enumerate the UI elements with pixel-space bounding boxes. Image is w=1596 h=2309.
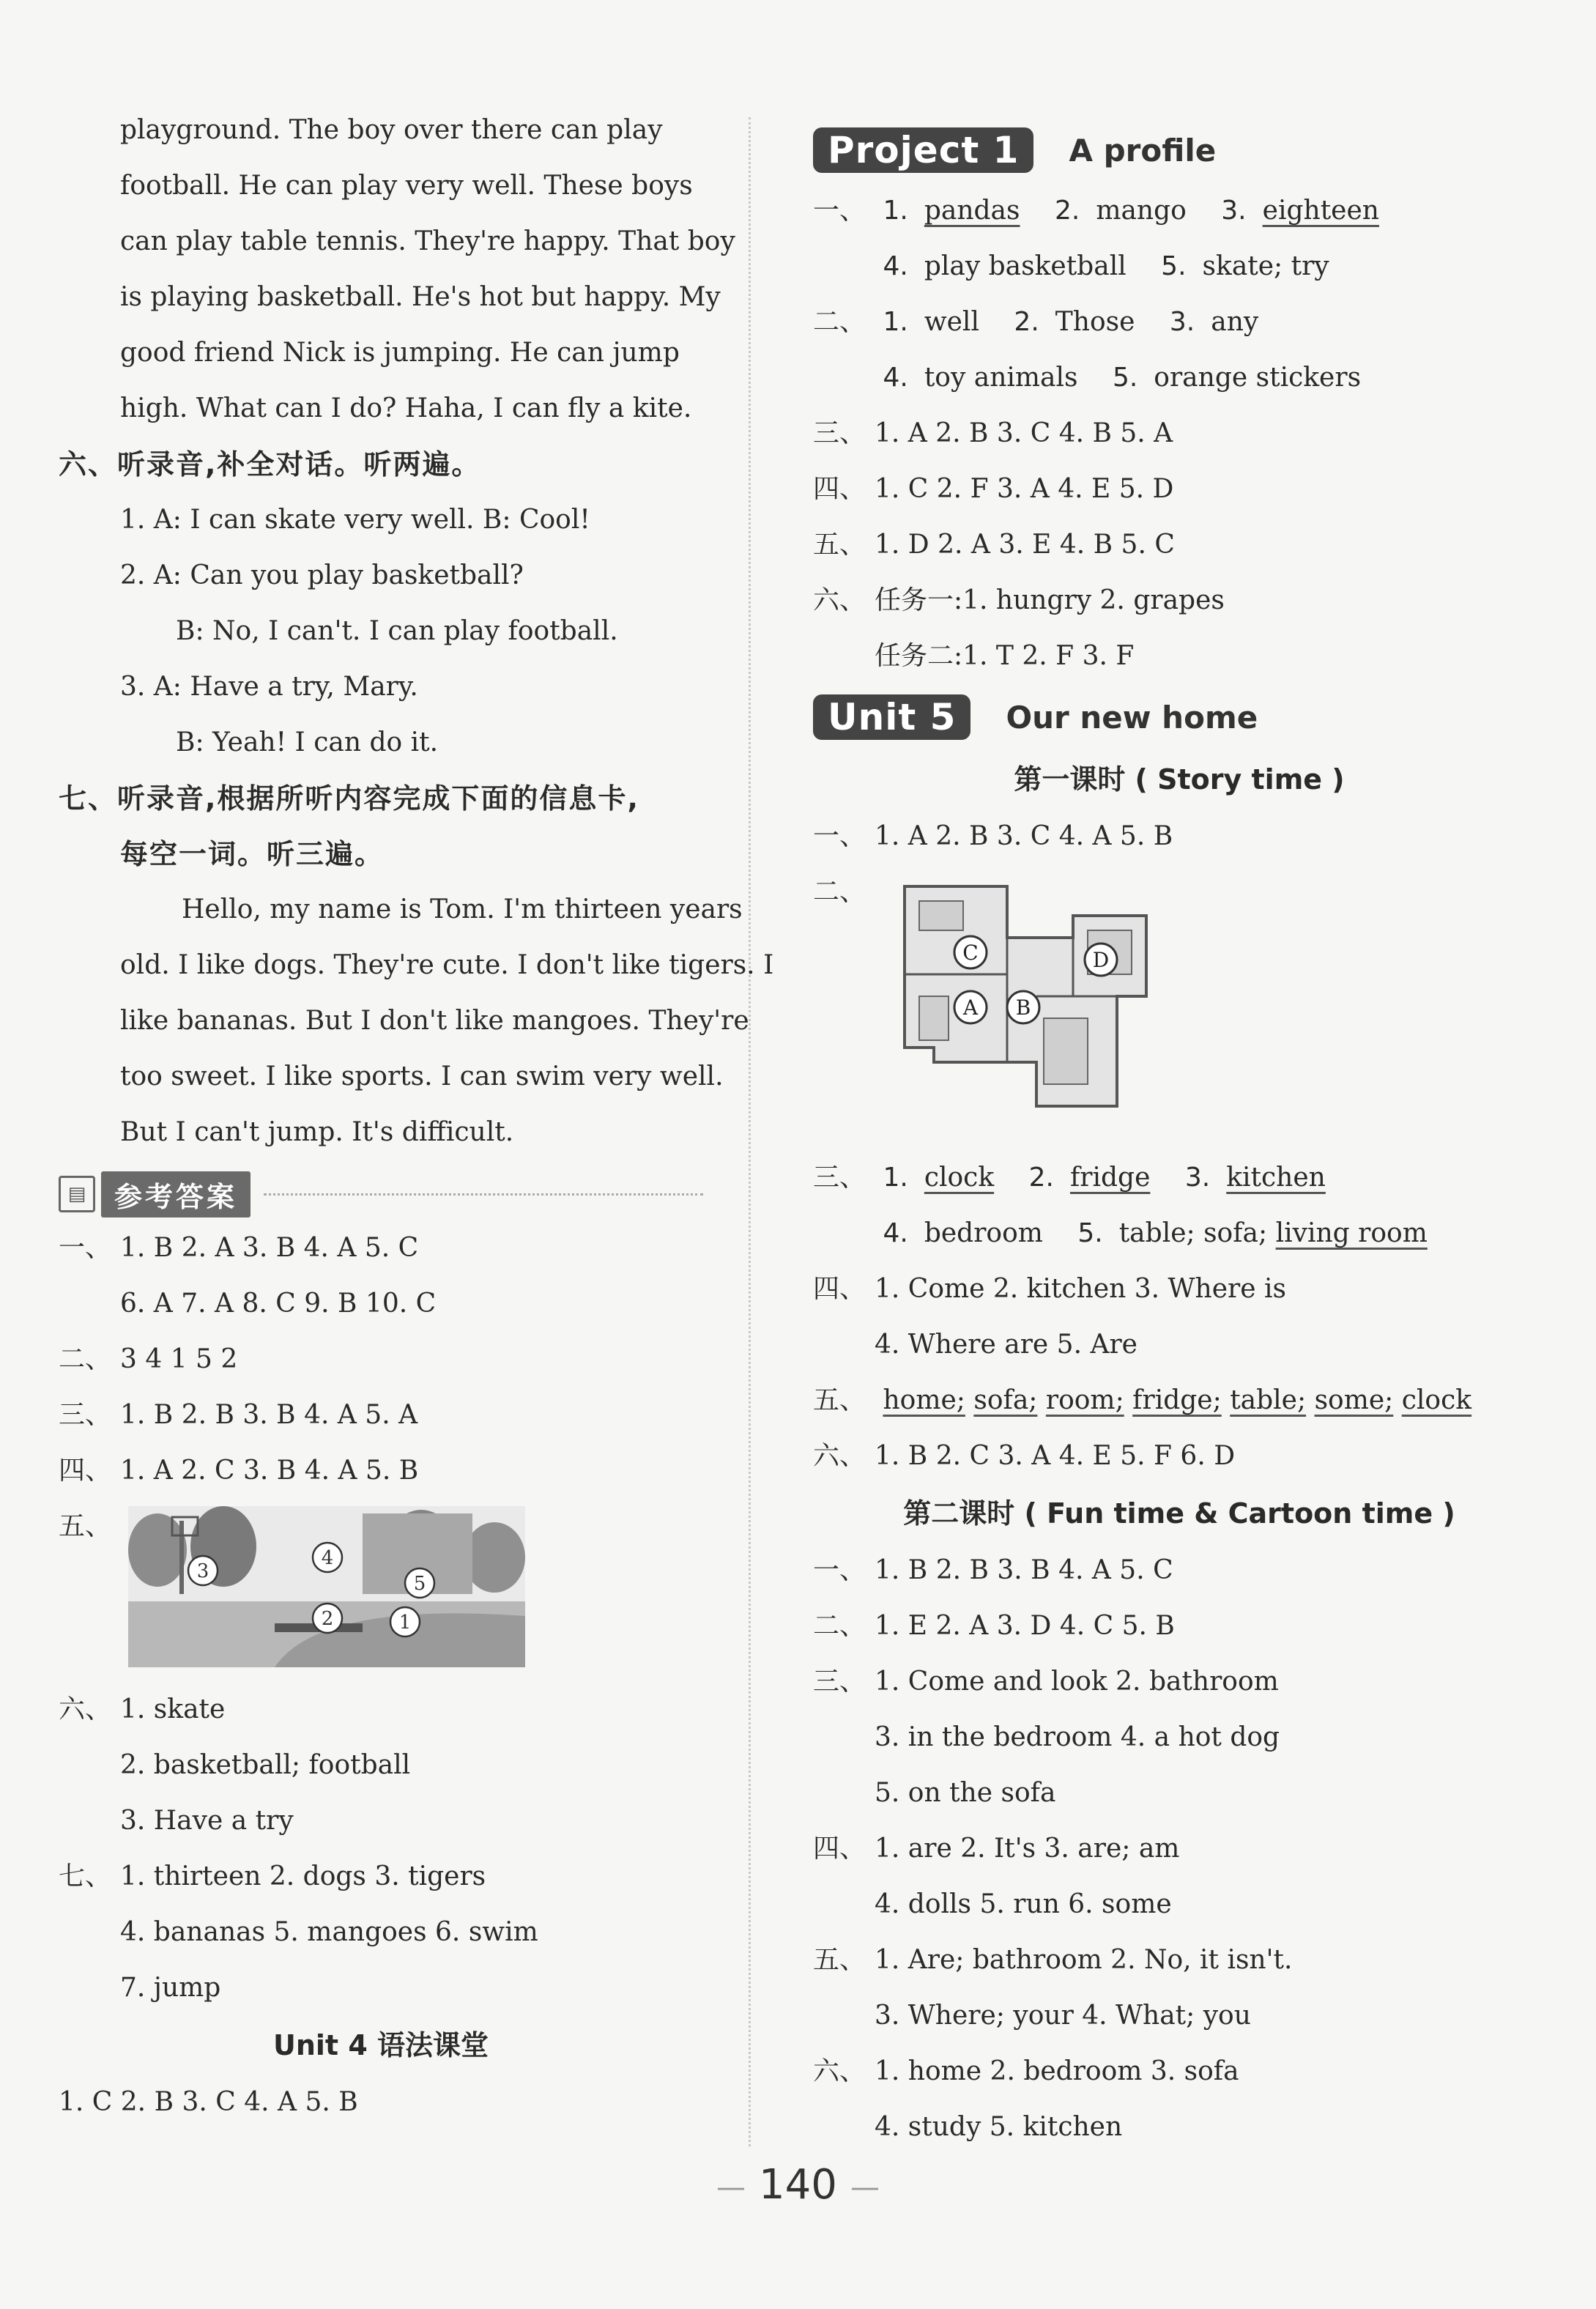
answer-word: some; xyxy=(1314,1385,1394,1415)
answer-word: play basketball xyxy=(924,251,1127,281)
answer-row xyxy=(813,1821,1545,1877)
answer-row xyxy=(59,1682,703,1738)
answer-text: 1. A 2. B 3. C 4. A 5. B xyxy=(875,821,1173,851)
section-marker: 三、 xyxy=(59,1400,112,1430)
answer-word: toy animals xyxy=(924,363,1078,393)
answer-word: fridge; xyxy=(1132,1385,1222,1415)
answer-row-floorplan xyxy=(813,864,1545,1150)
answer-text: 1. A 2. B 3. C 4. B 5. A xyxy=(875,418,1173,448)
dialog-line xyxy=(59,548,703,604)
dialog-line xyxy=(59,715,703,771)
answer-word: Those xyxy=(1055,307,1135,337)
section-marker: 三、 xyxy=(813,1667,866,1697)
section-marker: 四、 xyxy=(813,474,866,504)
item-number: 2. xyxy=(1014,307,1039,337)
answer-text: 4. Where are 5. Are xyxy=(875,1330,1137,1360)
task-label: 任务一: xyxy=(875,585,963,615)
answer-text: 1. B 2. A 3. B 4. A 5. C xyxy=(120,1233,419,1263)
section-marker: 二、 xyxy=(813,307,866,337)
answer-word: bedroom xyxy=(924,1218,1043,1248)
answer-row xyxy=(813,573,1545,629)
answer-row xyxy=(813,1428,1545,1484)
section-marker: 四、 xyxy=(813,1274,866,1304)
answer-row xyxy=(813,1765,1545,1821)
question-7-heading-line-1: 七、听录音,根据所听内容完成下面的信息卡, xyxy=(59,782,639,815)
page-number xyxy=(0,2161,1596,2209)
answer-text: 1. A 2. C 3. B 4. A 5. B xyxy=(120,1456,419,1486)
answer-text: 3. Have a try xyxy=(120,1806,294,1836)
dialog-line xyxy=(59,492,703,548)
passage-line: too sweet. I like sports. I can swim very well. xyxy=(120,1061,724,1092)
answer-row xyxy=(813,1261,1545,1317)
answer-word: table; sofa; xyxy=(1118,1218,1268,1248)
answer-row xyxy=(59,2075,703,2130)
passage-line: like bananas. But I don't like mangoes. They're xyxy=(120,1006,749,1036)
answer-word: pandas xyxy=(924,196,1020,226)
answer-row xyxy=(813,1598,1545,1654)
answer-text: 1. E 2. A 3. D 4. C 5. B xyxy=(875,1611,1175,1641)
section-marker: 六、 xyxy=(59,1694,112,1724)
unit-subtitle: Our new home xyxy=(1006,699,1258,735)
answer-row xyxy=(813,239,1545,294)
answer-text: 1. D 2. A 3. E 4. B 5. C xyxy=(875,530,1175,560)
passage-1 xyxy=(59,103,735,437)
dialog-text: B: No, I can't. I can play football. xyxy=(176,616,618,646)
answer-row xyxy=(813,2099,1545,2155)
answer-row xyxy=(59,1738,703,1793)
lesson-1-title: 第一课时 ( Story time ) xyxy=(1014,763,1345,796)
answer-row xyxy=(813,517,1545,573)
column-divider xyxy=(749,117,751,2146)
picture-label: 3 xyxy=(197,1560,209,1582)
question-7-heading-line-2: 每空一词。听三遍。 xyxy=(120,838,385,870)
item-number: 4. xyxy=(883,363,908,393)
passage-2 xyxy=(59,882,774,1160)
answer-text: 1. B 2. C 3. A 4. E 5. F 6. D xyxy=(875,1441,1236,1471)
answer-text: 1. skate xyxy=(120,1694,226,1724)
plan-label: C xyxy=(962,941,979,965)
answer-text: 1. Are; bathroom 2. No, it isn't. xyxy=(875,1945,1293,1975)
answer-row xyxy=(813,1150,1545,1206)
answer-row xyxy=(813,1206,1545,1261)
dialog-line xyxy=(59,604,703,659)
answer-row xyxy=(813,350,1545,406)
answer-text: 1. Come 2. kitchen 3. Where is xyxy=(875,1274,1286,1304)
section-marker: 二、 xyxy=(813,1611,866,1641)
answer-row xyxy=(813,1373,1545,1428)
item-number: 3. xyxy=(1184,1163,1211,1193)
passage-line: high. What can I do? Haha, I can fly a kite. xyxy=(120,393,692,423)
section-marker: 七、 xyxy=(59,1861,112,1891)
passage-line: can play table tennis. They're happy. That boy xyxy=(120,226,735,256)
answer-text: 1. home 2. bedroom 3. sofa xyxy=(875,2056,1239,2086)
answer-row xyxy=(813,1543,1545,1598)
unit-5-header xyxy=(813,684,1545,750)
passage-line: football. He can play very well. These boys xyxy=(120,171,693,201)
answer-word: mango xyxy=(1096,196,1187,226)
item-number: 1. xyxy=(883,1163,908,1193)
plan-label: A xyxy=(963,996,979,1020)
answer-row xyxy=(59,1443,703,1499)
answer-row xyxy=(813,406,1545,462)
answer-text: 1. are 2. It's 3. are; am xyxy=(875,1834,1180,1864)
picture-label: 1 xyxy=(399,1612,412,1634)
answer-row xyxy=(813,183,1545,239)
passage-line: But I can't jump. It's difficult. xyxy=(120,1117,514,1147)
answer-text: 1. thirteen 2. dogs 3. tigers xyxy=(120,1861,486,1891)
answer-row xyxy=(59,1960,703,2016)
answer-text: 6. A 7. A 8. C 9. B 10. C xyxy=(120,1289,437,1319)
dialog-line xyxy=(59,659,703,715)
dotted-rule xyxy=(264,1193,703,1196)
page-number-text: 140 xyxy=(759,2161,837,2209)
answer-word: kitchen xyxy=(1226,1163,1326,1193)
answer-row xyxy=(59,1905,703,1960)
picture-label: 5 xyxy=(414,1573,426,1595)
left-column xyxy=(59,103,774,2130)
unit4-grammar-title: Unit 4 语法课堂 xyxy=(273,2029,489,2061)
section-marker: 二、 xyxy=(59,1344,112,1374)
answer-row xyxy=(59,1793,703,1849)
item-number: 2. xyxy=(1028,1163,1054,1193)
answer-row xyxy=(813,1988,1545,2044)
answer-row xyxy=(813,462,1545,517)
item-number: 1. xyxy=(883,307,908,337)
playground-illustration xyxy=(128,1506,525,1667)
item-number: 5. xyxy=(1161,251,1187,281)
answer-text: 4. dolls 5. run 6. some xyxy=(875,1889,1172,1919)
section-marker: 五、 xyxy=(813,1385,866,1415)
answer-row xyxy=(813,2044,1545,2099)
dialog-text: 2. A: Can you play basketball? xyxy=(120,560,524,590)
unit-badge: Unit 5 xyxy=(813,694,970,740)
section-marker: 五、 xyxy=(813,1945,866,1975)
answer-row xyxy=(59,1849,703,1905)
dialog-text: B: Yeah! I can do it. xyxy=(176,727,439,757)
section-marker: 四、 xyxy=(59,1456,112,1486)
right-column xyxy=(813,117,1545,2155)
answer-row xyxy=(813,1654,1545,1710)
answer-row xyxy=(813,1710,1545,1765)
picture-label: 2 xyxy=(322,1608,334,1630)
section-marker: 四、 xyxy=(813,1834,866,1864)
answer-word: table; xyxy=(1230,1385,1307,1415)
passage-line: is playing basketball. He's hot but happy. My xyxy=(120,282,721,312)
passage-line: old. I like dogs. They're cute. I don't like tigers. I xyxy=(120,950,774,980)
page-number-dash: — xyxy=(716,2170,746,2204)
section-marker: 一、 xyxy=(59,1233,112,1263)
section-marker: 一、 xyxy=(813,1555,866,1585)
answer-key-label: 参考答案 xyxy=(101,1171,250,1217)
section-marker: 六、 xyxy=(813,585,866,615)
answer-word: eighteen xyxy=(1262,196,1379,226)
answer-text: 4. bananas 5. mangoes 6. swim xyxy=(120,1917,538,1947)
dialog-text: 3. A: Have a try, Mary. xyxy=(120,672,418,702)
passage-line: playground. The boy over there can play xyxy=(120,115,663,145)
project-1-header xyxy=(813,117,1545,183)
section-marker: 五、 xyxy=(59,1511,112,1541)
task-label: 任务二: xyxy=(875,641,963,671)
answer-text: 2. basketball; football xyxy=(120,1750,411,1780)
answer-row xyxy=(59,1220,703,1276)
section-marker: 五、 xyxy=(813,530,866,560)
section-marker: 二、 xyxy=(813,877,866,907)
answer-word: room; xyxy=(1045,1385,1124,1415)
answer-text: 1. C 2. B 3. C 4. A 5. B xyxy=(59,2087,358,2117)
item-number: 3. xyxy=(1169,307,1195,337)
item-number: 5. xyxy=(1077,1218,1103,1248)
answer-text: 3. Where; your 4. What; you xyxy=(875,2001,1251,2031)
item-number: 1. xyxy=(883,196,908,226)
answer-row xyxy=(59,1332,703,1387)
answer-word: home; xyxy=(883,1385,965,1415)
answer-row xyxy=(813,809,1545,864)
floor-plan-diagram xyxy=(897,872,1161,1113)
passage-line: Hello, my name is Tom. I'm thirteen years xyxy=(182,894,743,924)
answer-row xyxy=(813,1877,1545,1932)
answer-text: 4. study 5. kitchen xyxy=(875,2112,1123,2142)
answer-text: 5. on the sofa xyxy=(875,1778,1056,1808)
picture-label: 4 xyxy=(322,1547,334,1569)
answer-text: 1. B 2. B 3. B 4. A 5. C xyxy=(875,1555,1173,1585)
answer-text: 1. Come and look 2. bathroom xyxy=(875,1667,1279,1697)
answer-word: orange stickers xyxy=(1154,363,1362,393)
answer-text: 1. hungry 2. grapes xyxy=(962,585,1225,615)
answer-row xyxy=(813,1317,1545,1373)
answer-text: 1. T 2. F 3. F xyxy=(962,641,1135,671)
answer-word: skate; try xyxy=(1202,251,1329,281)
project-subtitle: A profile xyxy=(1069,132,1217,168)
answer-row xyxy=(813,1932,1545,1988)
item-number: 3. xyxy=(1221,196,1247,226)
item-number: 4. xyxy=(883,251,908,281)
answer-row xyxy=(813,294,1545,350)
answer-text: 3 4 1 5 2 xyxy=(120,1344,238,1374)
answer-word: well xyxy=(924,307,979,337)
lesson-2-title: 第二课时 ( Fun time & Cartoon time ) xyxy=(903,1497,1455,1530)
answer-row-picture xyxy=(59,1499,703,1682)
section-marker: 一、 xyxy=(813,196,866,226)
answer-text: 7. jump xyxy=(120,1973,221,2003)
item-number: 2. xyxy=(1054,196,1080,226)
item-number: 5. xyxy=(1112,363,1138,393)
answer-word: clock xyxy=(1401,1385,1472,1415)
book-icon: ▤ xyxy=(59,1176,95,1212)
answer-row xyxy=(59,1276,703,1332)
section-marker: 三、 xyxy=(813,1163,866,1193)
item-number: 4. xyxy=(883,1218,908,1248)
answer-word: living room xyxy=(1275,1218,1428,1248)
answer-row xyxy=(813,629,1545,684)
plan-label: B xyxy=(1016,996,1031,1020)
answer-word: sofa; xyxy=(973,1385,1038,1415)
section-marker: 三、 xyxy=(813,418,866,448)
page-number-dash: — xyxy=(850,2170,880,2204)
answer-text: 3. in the bedroom 4. a hot dog xyxy=(875,1722,1280,1752)
answer-word: fridge xyxy=(1069,1163,1151,1193)
dialog-text: 1. A: I can skate very well. B: Cool! xyxy=(120,505,590,535)
section-marker: 一、 xyxy=(813,821,866,851)
answer-text: 1. C 2. F 3. A 4. E 5. D xyxy=(875,474,1174,504)
answer-text: 1. B 2. B 3. B 4. A 5. A xyxy=(120,1400,418,1430)
section-marker: 六、 xyxy=(813,1441,866,1471)
passage-line: good friend Nick is jumping. He can jump xyxy=(120,338,680,368)
question-7-heading xyxy=(59,771,703,882)
answer-row xyxy=(59,1387,703,1443)
answer-word: clock xyxy=(924,1163,995,1193)
answer-key-banner xyxy=(59,1172,703,1216)
section-marker: 六、 xyxy=(813,2056,866,2086)
plan-label: D xyxy=(1093,948,1110,972)
question-6-heading: 六、听录音,补全对话。听两遍。 xyxy=(59,448,481,481)
project-badge: Project 1 xyxy=(813,127,1033,173)
answer-word: any xyxy=(1211,307,1259,337)
